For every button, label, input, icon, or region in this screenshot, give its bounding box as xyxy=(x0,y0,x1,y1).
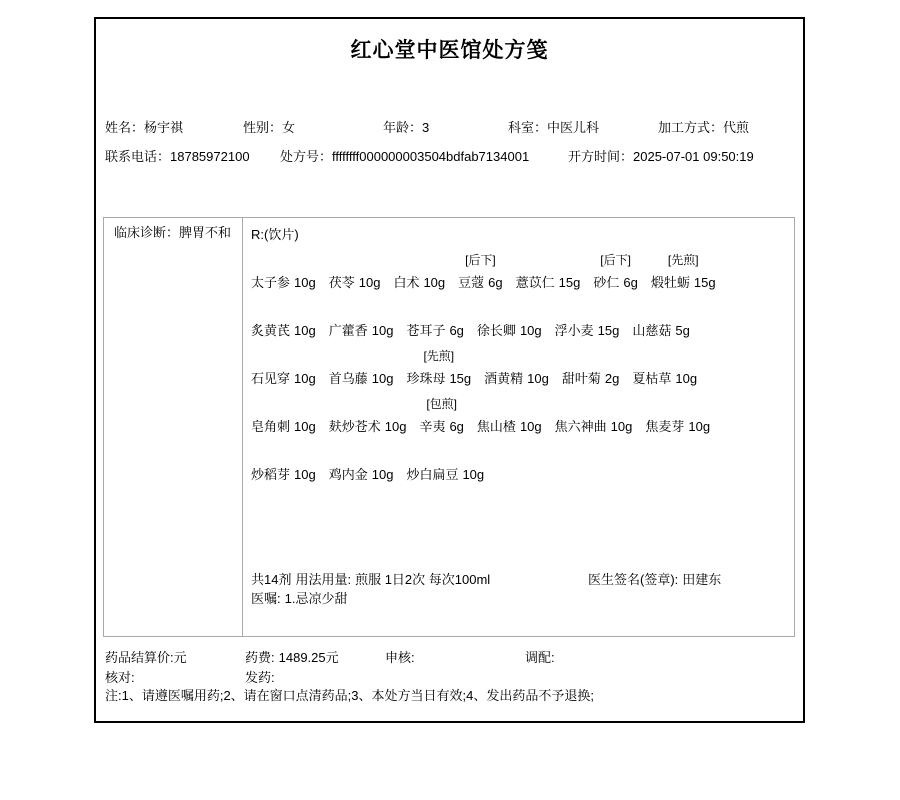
usage-label: 用法用量: xyxy=(295,572,352,587)
dose-count: 共14剂 xyxy=(251,572,292,587)
medicine-dose: 10g xyxy=(294,467,316,482)
medicine-item xyxy=(458,250,502,298)
medicine-item xyxy=(477,394,542,442)
decoction-annotation xyxy=(406,298,463,319)
medicine-name: 甜叶菊 xyxy=(561,371,601,386)
medicine-name-dose xyxy=(251,319,316,346)
clinical-diagnosis xyxy=(104,218,243,636)
medicine-dose: 15g xyxy=(558,275,581,290)
prescription-box xyxy=(103,217,795,637)
doctor-signature xyxy=(588,570,721,589)
usage-line xyxy=(251,570,490,589)
medicine-dose: 10g xyxy=(675,371,698,386)
medicine-dose: 5g xyxy=(675,323,690,338)
review-field xyxy=(385,650,419,666)
medicine-item xyxy=(329,346,394,394)
field-value: 18785972100 xyxy=(170,149,250,164)
field-label: 医生签名(签章): xyxy=(588,572,679,587)
decoction-annotation xyxy=(329,346,394,367)
medicine-name-dose xyxy=(251,463,316,490)
medicine-item xyxy=(632,298,689,346)
medicine-name-dose xyxy=(329,415,407,442)
medicine-name-dose xyxy=(516,271,581,298)
field-label: 开方时间： xyxy=(568,149,634,164)
prescription-time-field xyxy=(568,149,754,165)
medicine-name: 炙黄芪 xyxy=(251,323,291,338)
medicine-item xyxy=(393,250,445,298)
processing-method-field xyxy=(658,120,749,136)
phone-field xyxy=(105,149,250,165)
decoction-annotation xyxy=(251,298,316,319)
settlement-price-field xyxy=(105,650,187,666)
medicine-dose: 10g xyxy=(610,419,633,434)
medicine-item xyxy=(651,250,716,298)
rx-header: R:(饮片) xyxy=(251,227,299,242)
medicine-name: 首乌藤 xyxy=(328,371,368,386)
decoction-annotation: [先煎] xyxy=(667,253,699,267)
medicine-dose: 10g xyxy=(688,419,711,434)
medicine-dose: 10g xyxy=(384,419,407,434)
field-value: 脾胃不和 xyxy=(179,225,232,240)
medicine-item xyxy=(632,346,697,394)
field-value: 代煎 xyxy=(723,120,750,135)
medicine-dose: 10g xyxy=(358,275,381,290)
medicine-name: 徐长卿 xyxy=(476,323,516,338)
medicine-name-dose xyxy=(477,415,542,442)
medicine-name: 茯苓 xyxy=(328,275,355,290)
medicine-dose: 6g xyxy=(623,275,638,290)
field-value: 杨宇祺 xyxy=(144,120,184,135)
field-label: 加工方式： xyxy=(658,120,724,135)
medicine-name-dose xyxy=(458,271,502,298)
medicine-name: 夏枯草 xyxy=(632,371,672,386)
medicine-name-dose xyxy=(329,367,394,394)
field-label: 性别： xyxy=(243,120,283,135)
medicine-name: 焦六神曲 xyxy=(554,419,607,434)
decoction-annotation xyxy=(329,442,394,463)
medicine-item xyxy=(251,394,316,442)
medicine-name-dose xyxy=(632,367,697,394)
medicine-name: 薏苡仁 xyxy=(515,275,555,290)
medicine-dose: 2g xyxy=(604,371,620,386)
medicine-name: 太子参 xyxy=(251,275,291,290)
medicine-item xyxy=(251,298,316,346)
medicine-item xyxy=(406,346,471,394)
medicine-name-dose xyxy=(406,367,471,394)
medicine-name-dose xyxy=(555,415,633,442)
medicine-name-dose xyxy=(419,415,463,442)
medicine-name: 豆蔻 xyxy=(458,275,485,290)
field-label: 申核: xyxy=(385,650,415,665)
patient-gender-field xyxy=(243,120,295,136)
medicine-row xyxy=(251,298,786,346)
medicine-dose: 10g xyxy=(371,467,394,482)
medicine-item xyxy=(406,442,484,490)
medicine-item xyxy=(251,250,316,298)
patient-name-field xyxy=(105,120,183,136)
medicine-item xyxy=(555,298,620,346)
medicine-dose: 6g xyxy=(449,419,464,434)
medicine-item xyxy=(477,298,542,346)
medicine-dose: 10g xyxy=(294,275,316,290)
medicine-item xyxy=(484,346,549,394)
medicine-name-dose xyxy=(406,319,463,346)
decoction-annotation xyxy=(632,346,697,367)
decoction-annotation xyxy=(329,298,394,319)
medicine-rows xyxy=(251,250,786,490)
medicine-dose: 15g xyxy=(597,323,620,338)
medicine-row xyxy=(251,250,786,298)
field-value: 3 xyxy=(422,120,430,135)
medicine-item xyxy=(329,442,394,490)
medicine-dose: 10g xyxy=(371,371,394,386)
medicine-dose: 10g xyxy=(294,323,316,338)
decoction-annotation xyxy=(251,250,316,271)
medicine-name: 麸炒苍术 xyxy=(328,419,381,434)
decoction-annotation: [包煎] xyxy=(426,397,458,411)
medicine-item xyxy=(329,394,407,442)
medicine-name-dose xyxy=(329,271,381,298)
decoction-annotation xyxy=(329,394,407,415)
decoction-annotation xyxy=(393,250,445,271)
medicine-name: 广藿香 xyxy=(328,323,368,338)
medicine-item xyxy=(251,442,316,490)
medicine-name-dose xyxy=(329,463,394,490)
medicine-dose: 15g xyxy=(449,371,472,386)
medicine-dose: 10g xyxy=(519,419,542,434)
decoction-annotation xyxy=(251,346,316,367)
fee-field xyxy=(245,650,339,666)
give-medicine-field xyxy=(245,670,279,686)
medicine-name: 苍耳子 xyxy=(406,323,446,338)
medicine-name: 酒黄精 xyxy=(484,371,524,386)
decoction-annotation xyxy=(516,250,581,271)
patient-age-field xyxy=(383,120,429,136)
medicine-dose: 15g xyxy=(693,275,716,290)
field-value: ffffffff000000003504bdfab7134001 xyxy=(332,149,530,164)
field-value: 1489.25元 xyxy=(278,650,339,665)
field-label: 姓名： xyxy=(105,120,145,135)
medicine-name-dose xyxy=(251,271,316,298)
medicine-name-dose xyxy=(645,415,710,442)
medicine-name: 白术 xyxy=(393,275,420,290)
decoction-annotation xyxy=(562,346,619,367)
field-label: 调配: xyxy=(525,650,555,665)
medicine-name: 焦山楂 xyxy=(476,419,516,434)
decoction-annotation: [后下] xyxy=(600,253,631,267)
medicine-name: 炒白扁豆 xyxy=(406,467,459,482)
decoction-annotation xyxy=(477,394,542,415)
medicine-name: 珍珠母 xyxy=(406,371,446,386)
medicine-item xyxy=(645,394,710,442)
medicine-name: 石见穿 xyxy=(251,371,291,386)
decoction-annotation xyxy=(645,394,710,415)
field-value: 女 xyxy=(282,120,296,135)
medical-advice xyxy=(251,589,347,608)
medicine-row xyxy=(251,346,786,394)
decoction-annotation xyxy=(406,442,484,463)
medicine-name: 皂角刺 xyxy=(251,419,291,434)
field-label: 年龄： xyxy=(383,120,423,135)
medicine-panel xyxy=(243,218,794,636)
field-value: 1.忌凉少甜 xyxy=(284,591,348,606)
medicine-row xyxy=(251,442,786,490)
medicine-name: 炒稻芽 xyxy=(251,467,291,482)
medicine-item xyxy=(516,250,581,298)
medicine-name-dose xyxy=(632,319,689,346)
decoction-annotation xyxy=(632,298,689,319)
medicine-name-dose xyxy=(651,271,716,298)
medicine-item xyxy=(251,346,316,394)
medicine-name-dose xyxy=(251,367,316,394)
field-value: 2025-07-01 09:50:19 xyxy=(633,149,754,164)
decoction-annotation xyxy=(484,346,549,367)
field-label: 药品结算价: xyxy=(105,650,174,665)
medicine-dose: 10g xyxy=(527,371,549,386)
dispense-field xyxy=(525,650,559,666)
field-label: 药费: xyxy=(245,650,275,665)
check-field xyxy=(105,670,139,686)
medicine-dose: 10g xyxy=(371,323,394,338)
medicine-name-dose xyxy=(406,463,484,490)
decoction-annotation xyxy=(555,298,620,319)
medicine-item xyxy=(593,250,637,298)
medicine-row xyxy=(251,394,786,442)
medicine-name: 煅牡蛎 xyxy=(650,275,690,290)
medicine-dose: 10g xyxy=(423,275,446,290)
field-value: 中医儿科 xyxy=(547,120,600,135)
decoction-annotation: [后下] xyxy=(465,253,496,267)
medicine-item xyxy=(419,394,463,442)
medicine-name: 辛夷 xyxy=(419,419,446,434)
decoction-annotation xyxy=(477,298,542,319)
medicine-dose: 10g xyxy=(294,419,316,434)
medicine-dose: 6g xyxy=(449,323,464,338)
medicine-name: 砂仁 xyxy=(593,275,620,290)
medicine-item xyxy=(329,250,381,298)
field-label: 科室： xyxy=(508,120,548,135)
medicine-item xyxy=(555,394,633,442)
prescription-number-field xyxy=(280,149,529,165)
decoction-annotation: [先煎] xyxy=(423,349,455,363)
field-value: 元 xyxy=(173,650,187,665)
medicine-item xyxy=(562,346,619,394)
field-value: 田建东 xyxy=(682,572,722,587)
medicine-name-dose xyxy=(555,319,620,346)
field-label: 医嘱: xyxy=(251,591,281,606)
prescription-sheet xyxy=(94,17,805,723)
medicine-name: 浮小麦 xyxy=(554,323,594,338)
medicine-name: 焦麦芽 xyxy=(645,419,685,434)
decoction-annotation xyxy=(251,394,316,415)
medicine-name-dose xyxy=(251,415,316,442)
medicine-item xyxy=(329,298,394,346)
decoction-annotation xyxy=(329,250,381,271)
field-label: 发药: xyxy=(245,670,275,685)
medicine-name-dose xyxy=(393,271,445,298)
field-label: 临床诊断： xyxy=(114,225,180,240)
patient-dept-field xyxy=(508,120,599,136)
medicine-name-dose xyxy=(593,271,637,298)
medicine-name-dose xyxy=(484,367,549,394)
page-title: 红心堂中医馆处方笺 xyxy=(350,39,549,62)
medicine-dose: 6g xyxy=(488,275,503,290)
medicine-name-dose xyxy=(562,367,619,394)
medicine-item xyxy=(406,298,463,346)
medicine-name: 山慈菇 xyxy=(632,323,672,338)
medicine-dose: 10g xyxy=(462,467,485,482)
decoction-annotation xyxy=(251,442,316,463)
medicine-dose: 10g xyxy=(294,371,316,386)
field-label: 核对: xyxy=(105,670,135,685)
footer-note: 注:1、请遵医嘱用药;2、请在窗口点清药品;3、本处方当日有效;4、发出药品不予退换; xyxy=(105,688,594,703)
field-label: 联系电话： xyxy=(105,149,171,164)
medicine-name-dose xyxy=(477,319,542,346)
usage-value: 煎服 1日2次 每次100ml xyxy=(355,572,491,587)
medicine-name: 鸡内金 xyxy=(328,467,368,482)
medicine-name-dose xyxy=(329,319,394,346)
medicine-dose: 10g xyxy=(519,323,542,338)
field-label: 处方号： xyxy=(280,149,333,164)
decoction-annotation xyxy=(555,394,633,415)
